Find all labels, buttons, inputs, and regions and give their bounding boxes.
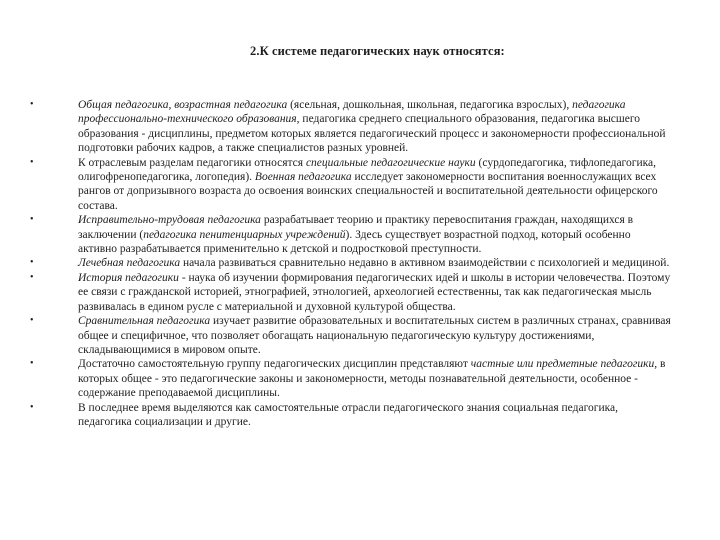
italic-term: История педагогики [78,271,179,284]
text-run: исследует закономерности воспитания военнослужащих всех рангов от допризывного возраста до освоения воинских специальностей и воспитательной деятельности офицерского состава. [78,171,658,212]
bullet-icon: • [30,257,34,269]
text-run: В последнее время выделяются как самостоятельные отрасли педагогического знания социальная педагогика, педагогика социализации и другие. [78,401,619,428]
bullet-icon: • [30,99,34,110]
text-run: изучает развитие образовательных и воспитательных систем в различных странах, сравнивая общее и специфичное, что позволяет обогащать национальную педагогическую культуру достижениями, складывающимися в мировом опыте. [78,315,671,356]
italic-term: Военная педагогика [254,171,352,184]
list-item [30,213,672,256]
text-run: (ясельная, дошкольная, школьная, педагогика взрослых), [287,99,573,111]
bullet-icon: • [30,156,34,168]
bullet-icon: • [30,358,34,370]
bullet-icon: • [30,315,34,327]
italic-term: частные или предметные педагогики [470,358,655,371]
text-run: начала развиваться сравнительно недавно в активном взаимодействии с психологией и медициной. [180,257,670,270]
list-item [30,98,672,156]
list-item [30,156,672,214]
text-run: - наука об изучении формирования педагогических идей и школы в истории человечества. Поэтому ее связи с гражданской историей, этнографией, этнологией, археологией естественны, так как педагогическая мысль развивалась в едином русле с материальной и духовной культурой общества. [78,271,671,313]
list-item [30,271,672,314]
text-run: (сурдопедагогика, тифлопедагогика, олигофренопедагогика, логопедия). [78,156,656,184]
italic-term: педагогика пенитенциарных учреждений [143,228,346,241]
bullet-list [30,98,672,429]
bullet-icon: • [30,401,34,413]
bullet-icon: • [30,271,34,283]
list-item-text [78,214,633,255]
text-run: Достаточно самостоятельную группу педагогических дисциплин представляют [78,358,471,371]
italic-term: специальные педагогические науки [305,156,476,169]
list-item-text [78,358,665,399]
list-item-text [78,257,669,269]
italic-term: педагогика профессионально-технического образования [78,99,626,126]
italic-term: Исправительно-трудовая педагогика [78,214,261,227]
italic-term: Лечебная педагогика [78,257,181,270]
italic-term: Сравнительная педагогика [78,315,211,328]
list-item-text [78,272,670,313]
list-item-text [78,99,666,154]
list-item [30,357,672,400]
italic-term: Общая педагогика, возрастная педагогика [78,99,288,111]
list-item-text [78,315,671,356]
text-run: разрабатывает теорию и практику перевоспитания граждан, находящихся в заключении ( [78,214,634,241]
bullet-icon: • [30,214,34,226]
text-run: К отраслевым разделам педагогики относятся [78,156,306,169]
text-run: ). Здесь существует возрастной подход, который особенно активно разрабатывается применительно к детской и подростковой преступности. [78,228,631,256]
list-item [30,401,672,430]
text-run: , в которых общее - это педагогические законы и закономерности, методы познавательной деятельности, особенное - содержание преподаваемой дисциплины. [78,358,666,400]
list-item [30,314,672,357]
list-item [30,256,672,270]
slide-title: 2.К системе педагогических наук относятся: [250,44,505,58]
list-item-text [78,157,658,212]
text-run: , педагогика среднего специального образования, педагогика высшего образования - дисциплины, предметом которых является педагогический процесс и закономерности профессиональной подготовки рабочих кадров, а также специалистов разных уровней. [78,113,666,155]
list-item-text [78,402,618,428]
